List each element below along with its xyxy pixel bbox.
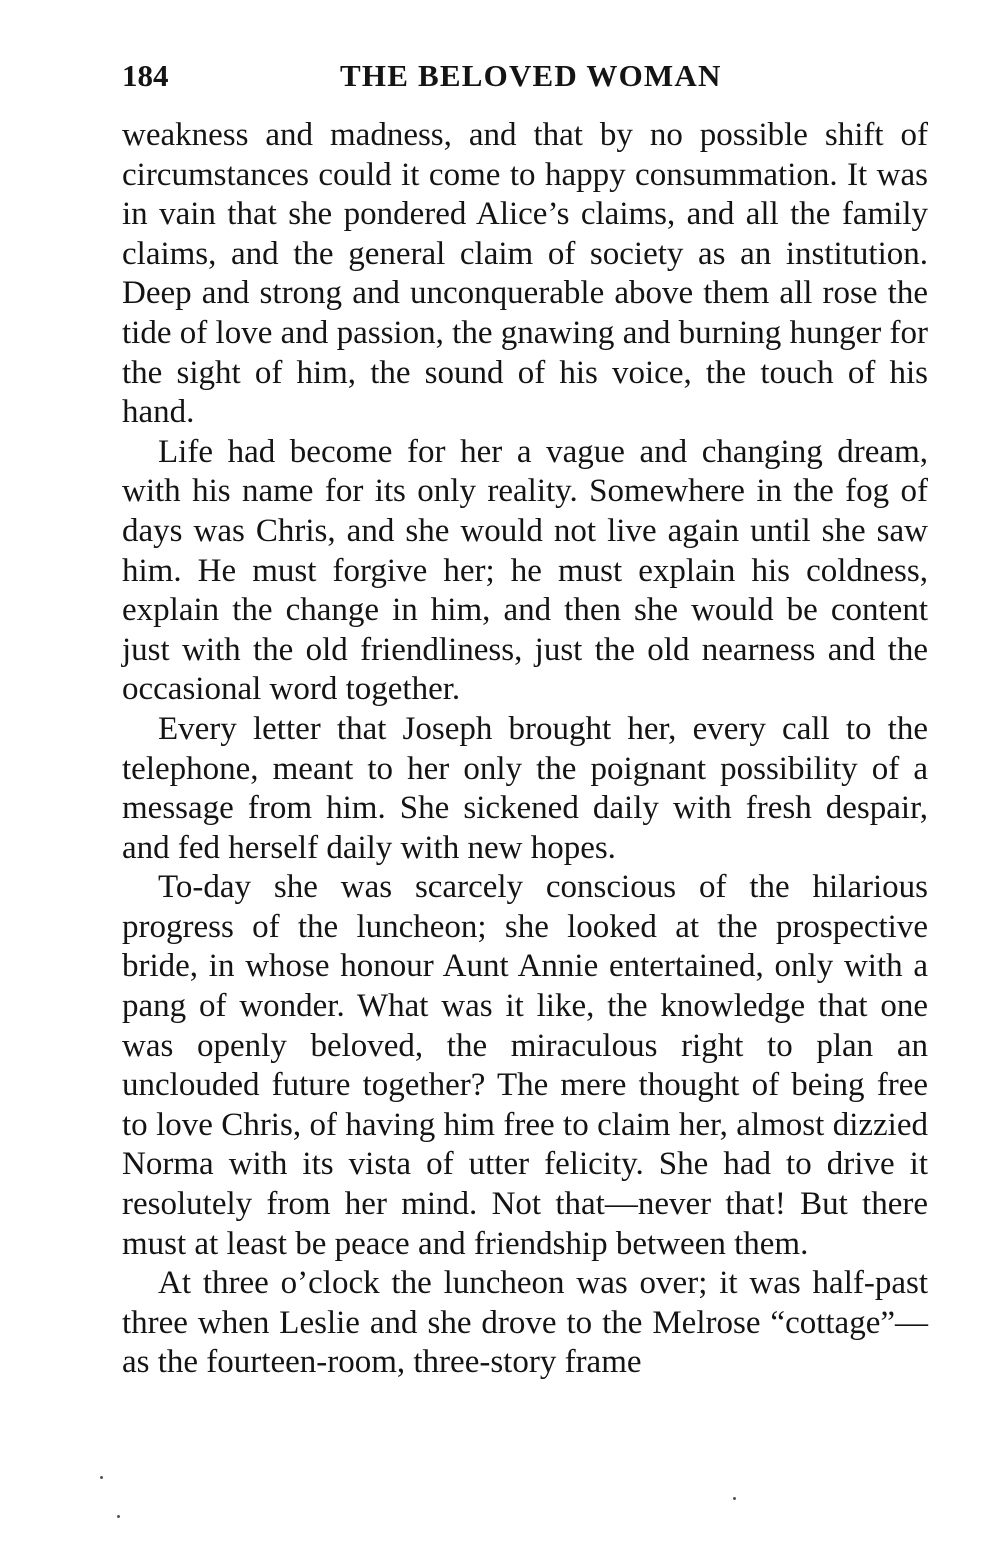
paragraph-3: Every letter that Joseph brought her, every call to the telephone, meant to her only the poignant possibility of a message from him. She sickened daily with fresh despair, and fed herself daily with new hopes. [122,710,928,866]
paragraph-2: Life had become for her a vague and changing dream, with his name for its only reality. Somewhere in the fog of days was Chris, and she would not live again until she saw him. He must forgive her; he must explain his coldness, explain the change in him, and then she would be content just with the old friendliness, just the old nearness and the occasional word together. [122,433,928,708]
paper-speck [100,1476,103,1479]
running-head [122,58,928,102]
paragraph-4: To-day she was scarcely conscious of the hilarious progress of the luncheon; she looked at the prospective bride, in whose honour Aunt Annie entertained, only with a pang of wonder. What was it like, the knowledge that one was openly beloved, the miraculous right to plan an unclouded future together? The mere thought of being free to love Chris, of having him free to claim her, almost dizzied Norma with its vista of utter felicity. She had to drive it resolutely from her mind. Not that—never that! But there must at least be peace and friendship between them. [122,869,928,1262]
paper-speck [733,1497,736,1500]
paragraph-1: weakness and madness, and that by no possible shift of circumstances could it come to happy consummation. It was in vain that she pondered Alice’s claims, and all the family claims, and the general claim of society as an institution. Deep and strong and unconquerable above them all rose the tide of love and passion, the gnawing and burning hunger for the sight of him, the sound of his voice, the touch of his hand. [122,117,928,431]
paper-speck [117,1515,120,1518]
paragraph-5: At three o’clock the luncheon was over; it was half-past three when Leslie and she drove to the Melrose “cottage”—as the fourteen-room, three-story frame [122,1265,928,1381]
book-title: THE BELOVED WOMAN [340,58,722,93]
body-text [122,116,928,1383]
page-number: 184 [122,58,169,93]
